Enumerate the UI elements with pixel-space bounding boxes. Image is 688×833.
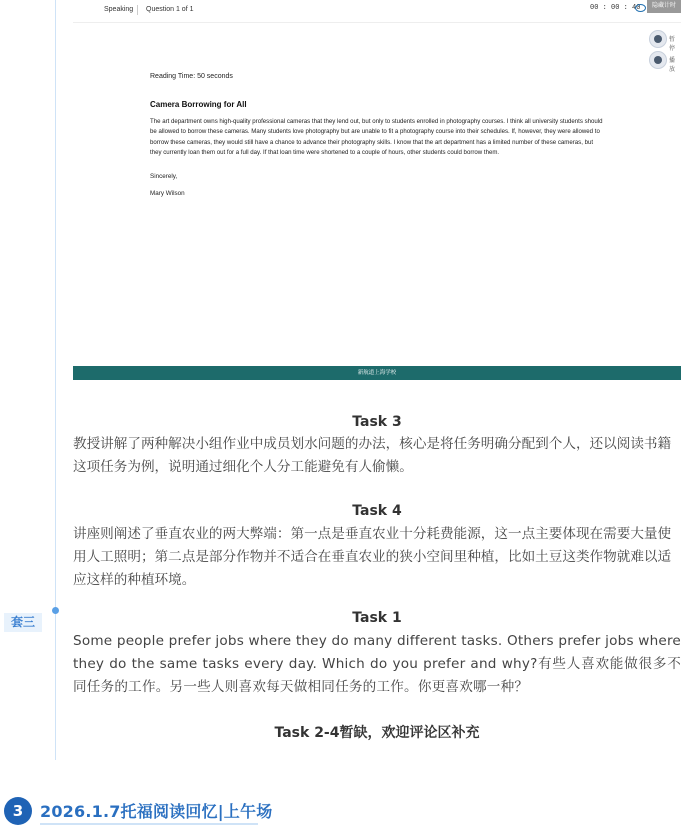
section-number-badge: 3: [4, 797, 32, 825]
exam-screenshot: [73, 0, 681, 380]
topbar-divider: [137, 5, 138, 15]
countdown-timer: 00 : 00 : 40: [590, 4, 641, 12]
play-label: 播放: [669, 57, 676, 73]
pause-icon[interactable]: [649, 30, 667, 48]
passage-body: The art department owns high-quality professional cameras that they lend out, but only to students enrolled in photography courses. I think all university students should be allowed to borrow these cameras. Many students love photography but are unable to fit a photography course into their schedules. If, however, they were allowed to borrow these cameras, they would still have a chance to advance their photography skills. I know that the art department has a limited number of these cameras, but they currently loan them out for a full day. If that loan time were shortened to a couple of hours, other students could borrow them.: [150, 118, 603, 156]
exam-topbar: [73, 0, 681, 23]
passage-title: Camera Borrowing for All: [150, 100, 247, 109]
missing-tasks-note: Task 2-4暂缺，欢迎评论区补充: [274, 725, 480, 741]
task-title: Task 1: [352, 610, 402, 626]
task-body: 讲座则阐述了垂直农业的两大弊端：第一点是垂直农业十分耗费能源，这一点主要体现在需要大量使用人工照明；第二点是部分作物并不适合在垂直农业的狭小空间里种植，比如土豆这类作物就难以适应这样的种植环境。: [73, 526, 672, 588]
hide-timer-button[interactable]: 隐藏计时: [647, 0, 681, 13]
reading-time: Reading Time: 50 seconds: [150, 73, 233, 80]
pause-label: 暂停: [669, 36, 676, 52]
play-icon[interactable]: [649, 51, 667, 69]
passage-signature: Mary Wilson: [150, 190, 185, 197]
passage-closing: Sincerely,: [150, 173, 178, 180]
eye-icon[interactable]: [635, 4, 646, 12]
question-counter: Question 1 of 1: [146, 6, 194, 13]
section-title[interactable]: 2026.1.7托福阅读回忆|上午场: [40, 802, 273, 821]
timeline-dot: [52, 607, 59, 614]
timeline-line: [55, 0, 56, 760]
task-title: Task 4: [352, 503, 402, 519]
play-control[interactable]: [649, 51, 677, 73]
section-name: Speaking: [104, 6, 134, 13]
pause-control[interactable]: [649, 30, 677, 52]
screenshot-footer-bar: 新航道上海学校: [73, 366, 681, 380]
task-body: 教授讲解了两种解决小组作业中成员划水问题的办法，核心是将任务明确分配到个人，还以阅读书籍这项任务为例，说明通过细化个人分工能避免有人偷懒。: [73, 436, 672, 475]
section-title-underline: [40, 823, 258, 825]
task-title: Task 3: [352, 414, 402, 430]
task-body: Some people prefer jobs where they do many different tasks. Others prefer jobs where they do the same tasks every day. Which do you prefer and why?有些人喜欢能做很多不同任务的工作。另一些人则喜欢每天做相同任务的工作。你更喜欢哪一种？: [73, 633, 681, 695]
set-label-badge: 套三: [4, 613, 42, 632]
